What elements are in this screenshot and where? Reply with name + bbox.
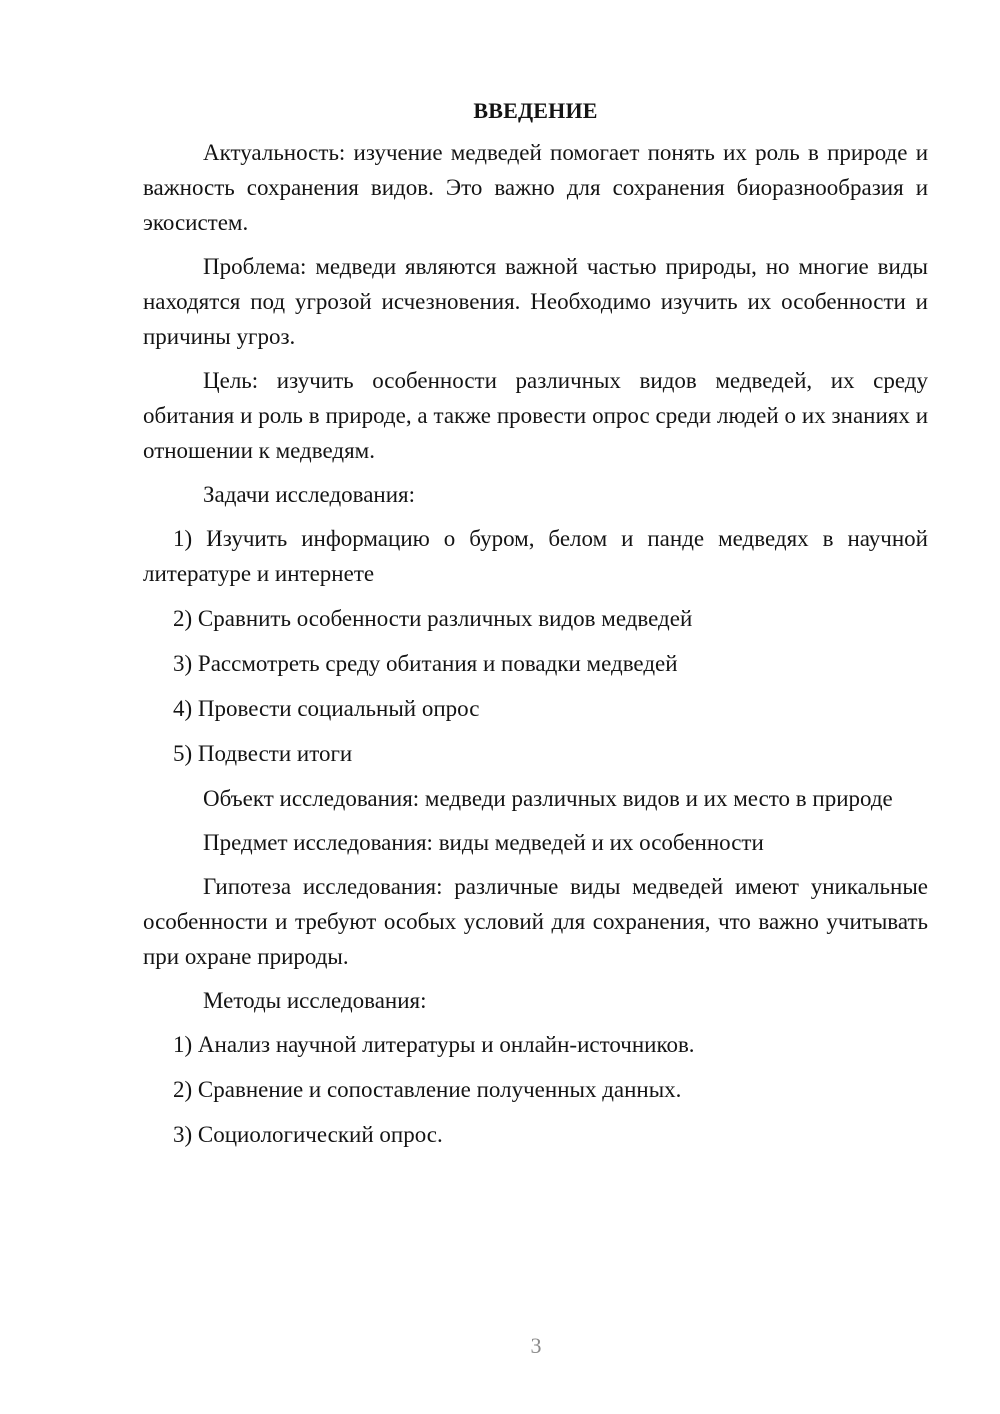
goal-paragraph: Цель: изучить особенности различных видов медведей, их среду обитания и роль в природе, а также провести опрос среди людей о их знаниях и отношении к медведям. [143, 368, 928, 463]
method-item: 3) Социологический опрос. [173, 1122, 443, 1147]
tasks-heading: Задачи исследования: [203, 482, 416, 507]
task-item: 3) Рассмотреть среду обитания и повадки медведей [173, 651, 678, 676]
hypothesis-paragraph: Гипотеза исследования: различные виды медведей имеют уникальные особенности и требуют особых условий для сохранения, что важно учитывать при охране природы. [143, 874, 928, 969]
task-item: 2) Сравнить особенности различных видов медведей [173, 606, 693, 631]
page-content [143, 93, 928, 1162]
page-number: 3 [530, 1333, 542, 1358]
relevance-paragraph: Актуальность: изучение медведей помогает понять их роль в природе и важность сохранения видов. Это важно для сохранения биоразнообразия и экосистем. [143, 140, 928, 235]
method-item: 2) Сравнение и сопоставление полученных данных. [173, 1077, 682, 1102]
task-item: 4) Провести социальный опрос [173, 696, 480, 721]
task-item: 5) Подвести итоги [173, 741, 353, 766]
methods-heading: Методы исследования: [203, 988, 427, 1013]
object-paragraph: Объект исследования: медведи различных видов и их место в природе [203, 786, 893, 811]
subject-paragraph: Предмет исследования: виды медведей и их особенности [203, 830, 764, 855]
section-title: ВВЕДЕНИЕ [473, 98, 598, 123]
method-item: 1) Анализ научной литературы и онлайн-источников. [173, 1032, 695, 1057]
problem-paragraph: Проблема: медведи являются важной частью природы, но многие виды находятся под угрозой исчезновения. Необходимо изучить их особенности и причины угроз. [143, 254, 928, 349]
task-item: 1) Изучить информацию о буром, белом и панде медведях в научной литературе и интернете [143, 526, 928, 586]
